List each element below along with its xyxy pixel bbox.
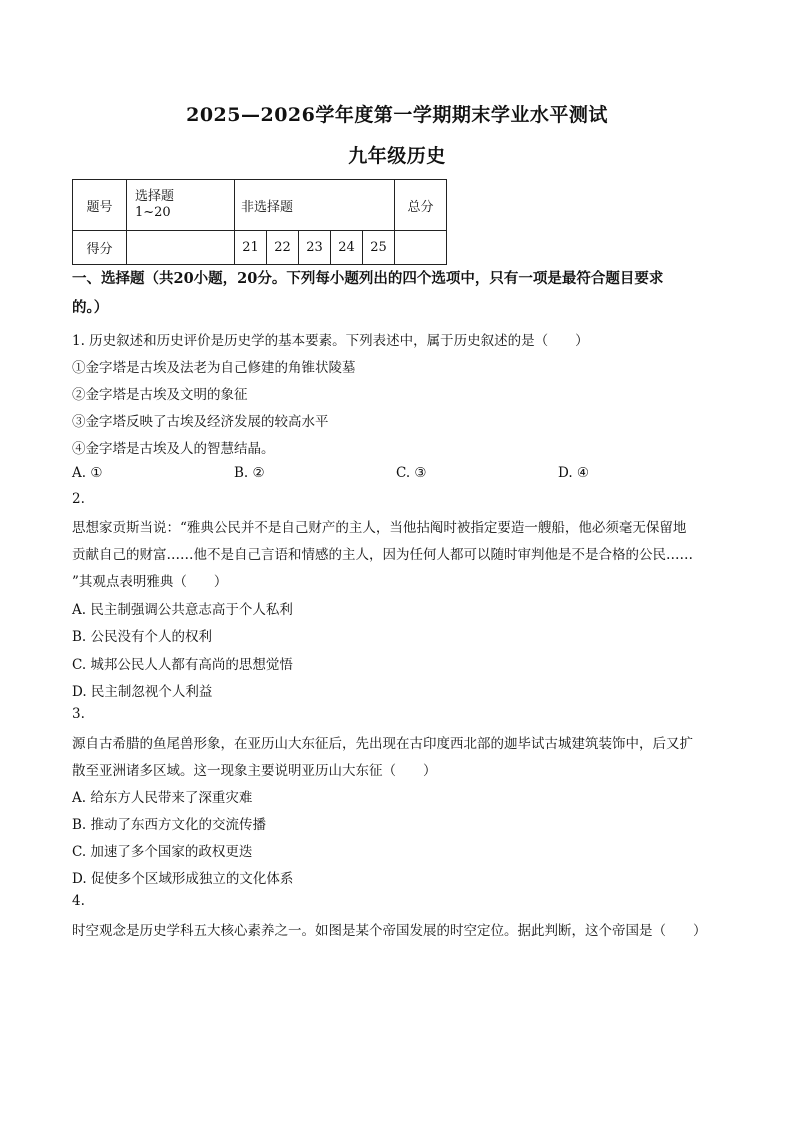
q1-option-d[interactable]: D. ④ bbox=[558, 465, 590, 481]
q3-option-d[interactable]: D. 促使多个区域形成独立的文化体系 bbox=[72, 871, 294, 887]
q3-stem-line1: 源自古希腊的鱼尾兽形象，在亚历山大东征后，先出现在古印度西北部的迦毕试古城建筑装饰中，后又扩 bbox=[72, 736, 693, 752]
score-table bbox=[72, 179, 447, 265]
score-table-score-row bbox=[73, 231, 447, 265]
cell-question-22: 22 bbox=[267, 231, 299, 265]
choice-section-label: 选择题 1~20 bbox=[135, 189, 175, 220]
q2-option-b[interactable]: B. 公民没有个人的权利 bbox=[72, 629, 213, 645]
cell-total-label: 总分 bbox=[395, 180, 447, 231]
cell-total-score[interactable] bbox=[395, 231, 447, 265]
exam-subtitle: 九年级历史 bbox=[348, 145, 446, 167]
q1-option-c[interactable]: C. ③ bbox=[396, 465, 427, 481]
cell-question-24: 24 bbox=[331, 231, 363, 265]
q4-stem-line1: 时空观念是历史学科五大核心素养之一。如图是某个帝国发展的时空定位。据此判断，这个帝国是（ ） bbox=[72, 923, 707, 939]
q1-statement-4: ④金字塔是古埃及人的智慧结晶。 bbox=[72, 441, 275, 457]
q2-option-c[interactable]: C. 城邦公民人人都有高尚的思想觉悟 bbox=[72, 657, 293, 673]
q1-option-a[interactable]: A. ① bbox=[72, 465, 103, 481]
q1-option-b[interactable]: B. ② bbox=[234, 465, 265, 481]
q2-stem-line2: 贡献自己的财富……他不是自己言语和情感的主人，因为任何人都可以随时审判他是不是合格的公民…… bbox=[72, 547, 693, 563]
q2-option-a[interactable]: A. 民主制强调公共意志高于个人私利 bbox=[72, 602, 293, 618]
cell-question-21: 21 bbox=[235, 231, 267, 265]
q1-statement-3: ③金字塔反映了古埃及经济发展的较高水平 bbox=[72, 414, 329, 430]
q2-stem-line1: 思想家贡斯当说：“雅典公民并不是自己财产的主人，当他拈阄时被指定要造一艘船，他必须毫无保留地 bbox=[72, 520, 687, 536]
q2-number: 2. bbox=[72, 491, 85, 507]
cell-question-25: 25 bbox=[363, 231, 395, 265]
cell-question-label: 题号 bbox=[73, 180, 127, 231]
q3-number: 3. bbox=[72, 706, 85, 722]
q3-option-c[interactable]: C. 加速了多个国家的政权更迭 bbox=[72, 844, 253, 860]
cell-score-label: 得分 bbox=[73, 231, 127, 265]
q1-statement-2: ②金字塔是古埃及文明的象征 bbox=[72, 387, 248, 403]
q2-stem-line3: ”其观点表明雅典（ ） bbox=[72, 574, 228, 590]
q1-stem: 1. 历史叙述和历史评价是历史学的基本要素。下列表述中，属于历史叙述的是（ ） bbox=[72, 333, 589, 349]
section-heading-line1: 一、选择题（共20小题，20分。下列每小题列出的四个选项中，只有一项是最符合题目要求 bbox=[72, 270, 664, 287]
exam-title: 2025—2026学年度第一学期期末学业水平测试 bbox=[186, 104, 608, 126]
cell-choice-section bbox=[127, 180, 235, 231]
q3-option-b[interactable]: B. 推动了东西方文化的交流传播 bbox=[72, 817, 267, 833]
section-heading-line2: 的。） bbox=[72, 299, 109, 316]
cell-question-23: 23 bbox=[299, 231, 331, 265]
q3-stem-line2: 散至亚洲诸多区域。这一现象主要说明亚历山大东征（ ） bbox=[72, 763, 437, 779]
q4-number: 4. bbox=[72, 893, 85, 909]
q2-option-d[interactable]: D. 民主制忽视个人利益 bbox=[72, 684, 213, 700]
score-table-header-row bbox=[73, 180, 447, 231]
cell-choice-score[interactable] bbox=[127, 231, 235, 265]
q3-option-a[interactable]: A. 给东方人民带来了深重灾难 bbox=[72, 790, 253, 806]
q1-statement-1: ①金字塔是古埃及法老为自己修建的角锥状陵墓 bbox=[72, 360, 356, 376]
cell-nonchoice-section: 非选择题 bbox=[235, 180, 395, 231]
